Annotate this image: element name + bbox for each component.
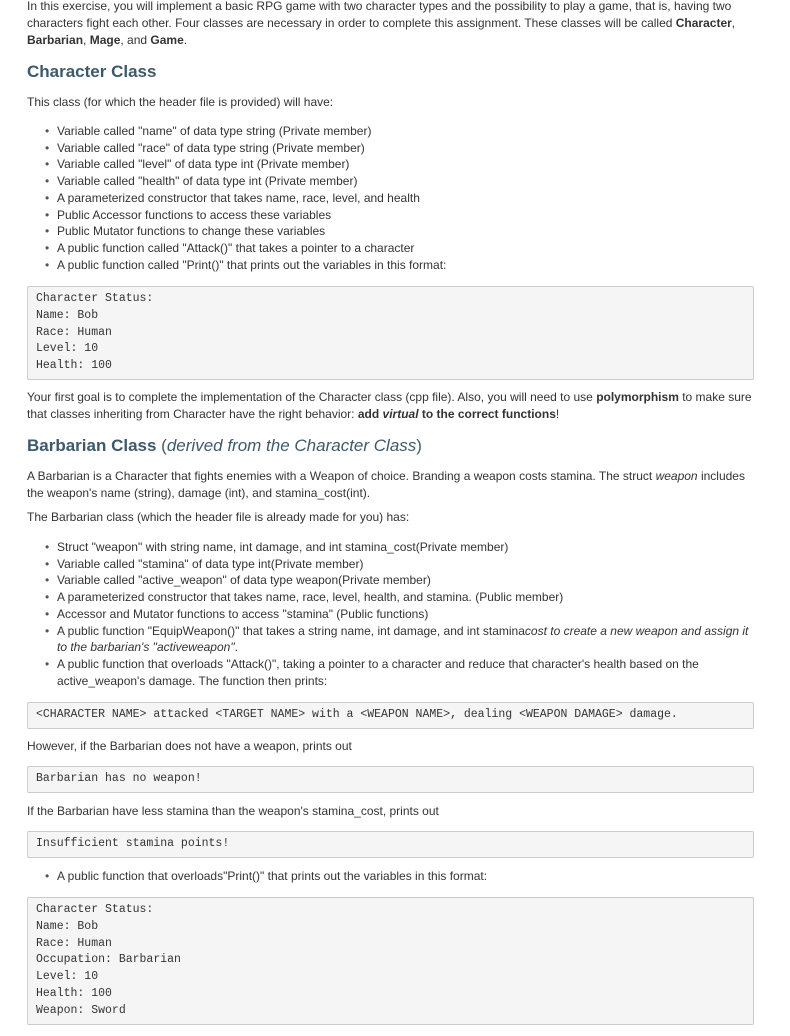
barbarian-members-list	[45, 539, 755, 689]
list-item: • Accessor and Mutator functions to access "stamina" (Public functions)	[45, 606, 755, 623]
intro-paragraph: In this exercise, you will implement a basic RPG game with two character types and the possibility to play a game, that is, having two characters fight each other. Four classes are necessary in order to complete this assignment. These classes will be called Character, Barbarian, Mage, and Game.	[27, 0, 736, 47]
class-name-game: Game	[150, 33, 184, 47]
list-item: • Public Mutator functions to change these variables	[45, 223, 755, 240]
class-name-character: Character	[675, 16, 732, 30]
list-item: • Variable called "health" of data type int (Private member)	[45, 173, 755, 190]
list-item: • Variable called "name" of data type string (Private member)	[45, 123, 755, 140]
barbarian-description: A Barbarian is a Character that fights enemies with a Weapon of choice. Branding a weapon costs stamina. The struct weapon includes the weapon's name (string), damage (int), and stamina_cost(int).	[27, 469, 745, 500]
list-item: • Variable called "stamina" of data type int(Private member)	[45, 556, 755, 573]
list-item: • A public function called "Attack()" that takes a pointer to a character	[45, 240, 755, 257]
no-weapon-text: However, if the Barbarian does not have a weapon, prints out	[27, 739, 352, 753]
barbarian-status-code-block: Character Status: Name: Bob Race: Human Occupation: Barbarian Level: 10 Health: 100 Weapon: Sword	[27, 897, 754, 1025]
list-item: • A public function "EquipWeapon()" that takes a string name, int damage, and int staminacost to create a new weapon and assign it to the barbarian's "activeweapon".	[45, 623, 755, 656]
list-item: • Variable called "race" of data type string (Private member)	[45, 140, 755, 157]
insufficient-stamina-code-block: Insufficient stamina points!	[27, 831, 754, 858]
list-item: • Variable called "active_weapon" of data type weapon(Private member)	[45, 572, 755, 589]
character-goal-paragraph: Your first goal is to complete the implementation of the Character class (cpp file). Also, you will need to use polymorphism to make sure that classes inheriting from Character have the right behavior: add virtual to the correct functions!	[27, 390, 752, 421]
low-stamina-text: If the Barbarian have less stamina than the weapon's stamina_cost, prints out	[27, 804, 439, 818]
barbarian-class-heading: Barbarian Class (derived from the Character Class)	[27, 436, 422, 455]
list-item: • Struct "weapon" with string name, int damage, and int stamina_cost(Private member)	[45, 539, 755, 556]
class-name-mage: Mage	[89, 33, 121, 47]
list-item: • A parameterized constructor that takes name, race, level, health, and stamina. (Public member)	[45, 589, 755, 606]
character-class-heading: Character Class	[27, 62, 157, 81]
list-item: • Public Accessor functions to access these variables	[45, 207, 755, 224]
attack-output-code-block: <CHARACTER NAME> attacked <TARGET NAME> with a <WEAPON NAME>, dealing <WEAPON DAMAGE> damage.	[27, 702, 754, 729]
no-weapon-code-block: Barbarian has no weapon!	[27, 766, 754, 793]
class-name-barbarian: Barbarian	[27, 33, 84, 47]
list-item: • A parameterized constructor that takes name, race, level, and health	[45, 190, 755, 207]
list-item: • Variable called "level" of data type int (Private member)	[45, 156, 755, 173]
list-item: • A public function that overloads "Attack()", taking a pointer to a character and reduce that character's health based on the active_weapon's damage. The function then prints:	[45, 656, 755, 689]
barbarian-has-text: The Barbarian class (which the header file is already made for you) has:	[27, 510, 410, 524]
list-item: • A public function called "Print()" that prints out the variables in this format:	[45, 257, 755, 274]
character-status-code-block: Character Status: Name: Bob Race: Human Level: 10 Health: 100	[27, 286, 754, 380]
character-class-description: This class (for which the header file is provided) will have:	[27, 95, 334, 109]
list-item: • A public function that overloads"Print()" that prints out the variables in this format:	[45, 868, 755, 885]
character-members-list	[45, 123, 755, 273]
barbarian-print-list	[45, 868, 755, 885]
